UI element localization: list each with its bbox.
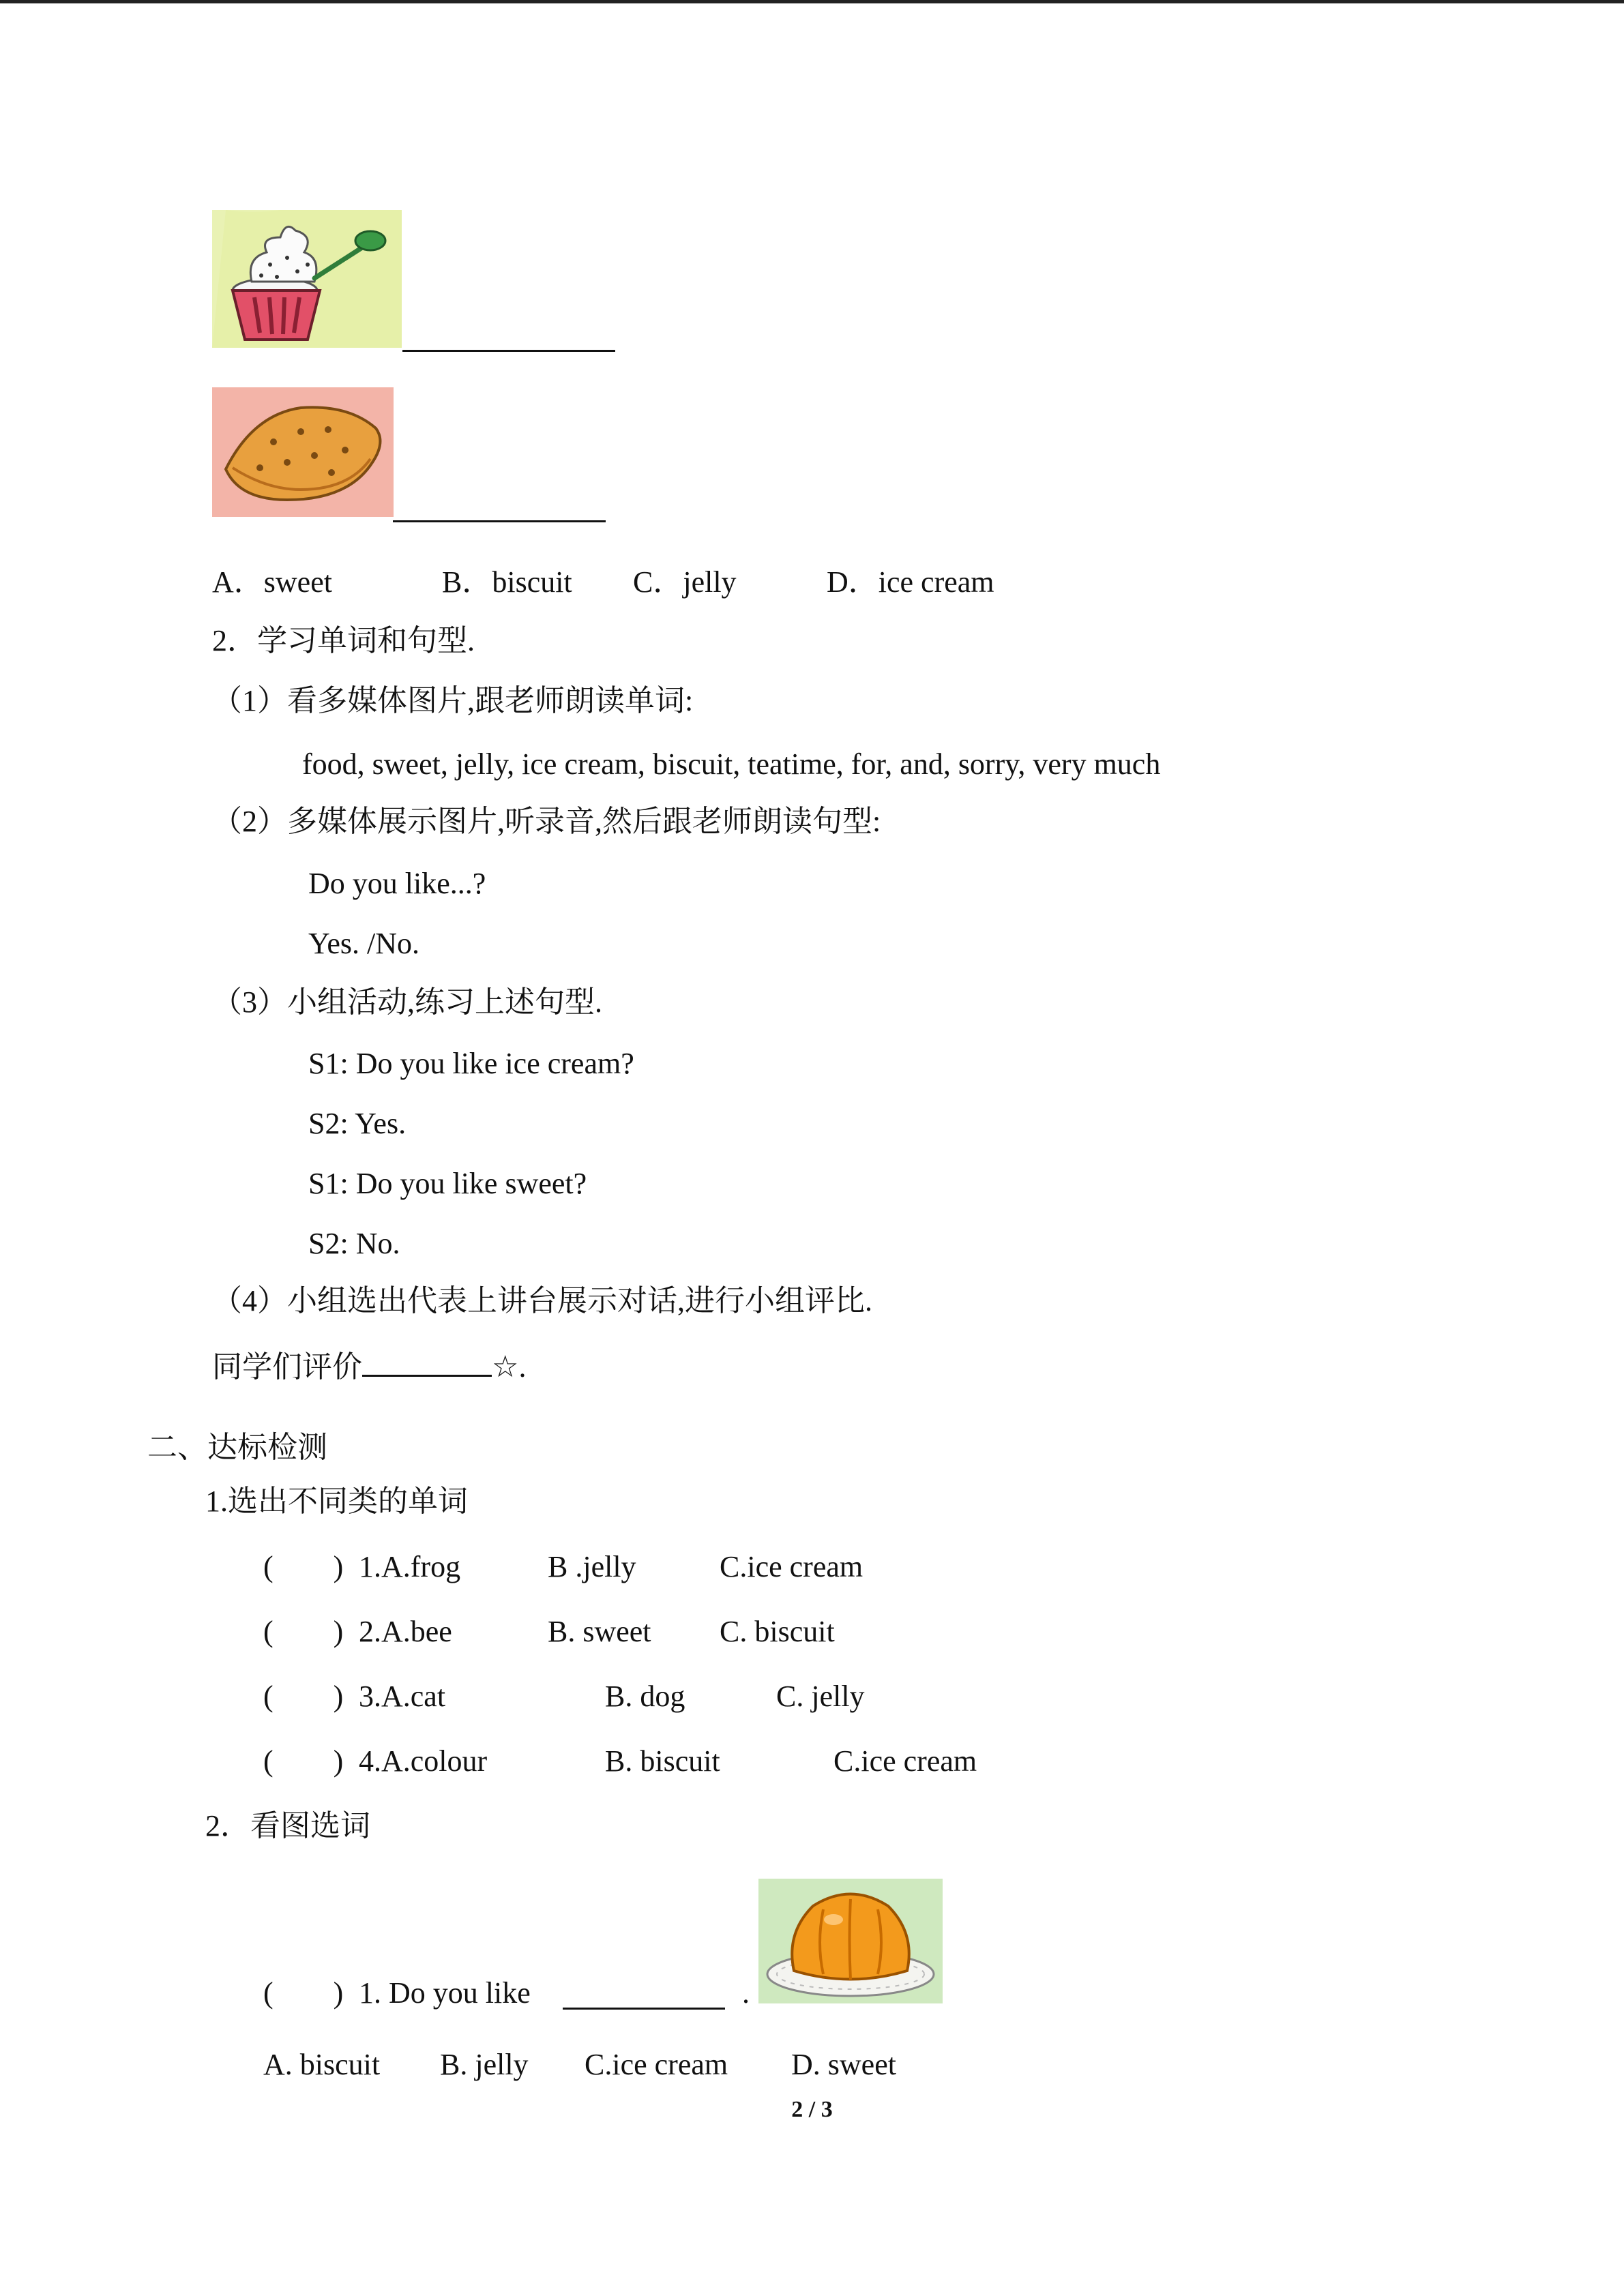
vocab-words: food, sweet, jelly, ice cream, biscuit, teatime, for, and, sorry, very much	[302, 747, 1161, 781]
option-a: A．sweet	[212, 565, 332, 599]
question-option-b: B .jelly	[548, 1550, 636, 1583]
ice-cream-picture	[212, 210, 402, 348]
option-c: C．jelly	[633, 565, 737, 599]
question-bracket[interactable]: ( )	[263, 1615, 344, 1648]
rating-label: 同学们评价	[212, 1350, 362, 1384]
answer-blank-2[interactable]	[393, 520, 606, 522]
dialogue-line: S1: Do you like sweet?	[308, 1167, 587, 1200]
question-option-a: 3.A.cat	[359, 1680, 446, 1713]
question-bracket[interactable]: ( )	[263, 1680, 344, 1713]
final-option: C.ice cream	[585, 2048, 728, 2081]
jelly-picture	[758, 1879, 943, 2003]
learn-step-3: （3）小组活动,练习上述句型.	[212, 985, 602, 1019]
answer-blank-1[interactable]	[402, 350, 615, 352]
final-question-period: .	[742, 1976, 750, 2010]
test-heading: 二、达标检测	[147, 1431, 327, 1464]
final-question-text: 1. Do you like	[359, 1976, 531, 2010]
dialogue-line: S2: Yes.	[308, 1107, 407, 1140]
pattern-question: Do you like...?	[308, 867, 486, 900]
dialogue-line: S2: No.	[308, 1227, 400, 1260]
pattern-answer: Yes. /No.	[308, 927, 420, 960]
final-question-bracket[interactable]: ( )	[263, 1976, 344, 2010]
question-option-b: B. biscuit	[605, 1744, 720, 1778]
question-option-c: C.ice cream	[833, 1744, 977, 1778]
top-border	[0, 0, 1624, 3]
learn-step-1: （1）看多媒体图片,跟老师朗读单词:	[212, 684, 694, 717]
part1-title: 1.选出不同类的单词	[205, 1485, 468, 1518]
page-number: 2 / 3	[791, 2097, 833, 2122]
question-option-b: B. dog	[605, 1680, 685, 1713]
biscuit-picture	[212, 387, 394, 517]
part2-title: 2．看图选词	[205, 1809, 370, 1843]
option-d: D．ice cream	[827, 565, 994, 599]
final-option: D. sweet	[791, 2048, 896, 2081]
option-b: B．biscuit	[442, 565, 572, 599]
final-option: A. biscuit	[263, 2048, 381, 2081]
question-option-c: C.ice cream	[720, 1550, 863, 1583]
rating-line	[212, 1347, 526, 1388]
question-option-a: 1.A.frog	[359, 1550, 461, 1583]
learn-step-4: （4）小组选出代表上讲台展示对话,进行小组评比.	[212, 1284, 872, 1317]
question-option-c: C. jelly	[776, 1680, 865, 1713]
question-option-b: B. sweet	[548, 1615, 651, 1648]
question-option-a: 2.A.bee	[359, 1615, 452, 1648]
question-bracket[interactable]: ( )	[263, 1550, 344, 1583]
question-option-c: C. biscuit	[720, 1615, 835, 1648]
rating-blank[interactable]	[362, 1347, 492, 1377]
dialogue-line: S1: Do you like ice cream?	[308, 1047, 634, 1080]
final-question-blank[interactable]	[563, 2008, 725, 2010]
rating-star: ☆.	[492, 1350, 527, 1384]
final-option: B. jelly	[440, 2048, 529, 2081]
question-option-a: 4.A.colour	[359, 1744, 488, 1778]
learn-title: 2．学习单词和句型.	[212, 624, 475, 657]
learn-step-2: （2）多媒体展示图片,听录音,然后跟老师朗读句型:	[212, 805, 881, 838]
question-bracket[interactable]: ( )	[263, 1744, 344, 1778]
